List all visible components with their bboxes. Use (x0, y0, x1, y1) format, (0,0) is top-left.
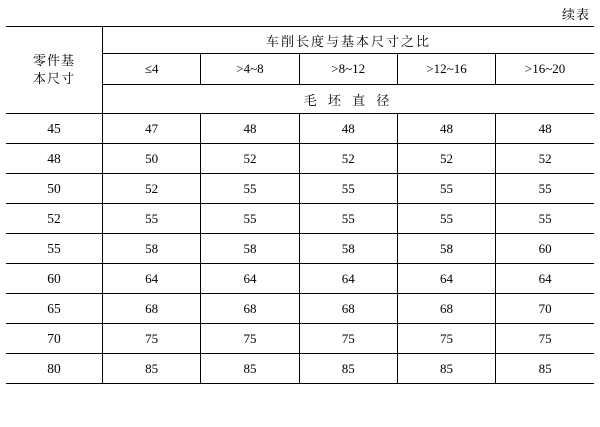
base-size-cell: 70 (6, 324, 103, 354)
base-size-cell: 60 (6, 264, 103, 294)
value-cell: 60 (496, 234, 594, 264)
table-row (6, 114, 594, 144)
value-cell: 55 (299, 204, 397, 234)
table-row (6, 204, 594, 234)
corner-header-cell (6, 27, 103, 114)
table-row (6, 234, 594, 264)
continued-table-label: 续表 (561, 7, 590, 22)
base-size-cell: 48 (6, 144, 103, 174)
value-cell: 85 (496, 354, 594, 384)
value-cell: 55 (201, 174, 299, 204)
value-cell: 52 (201, 144, 299, 174)
value-cell: 52 (397, 144, 495, 174)
table-header-row-group (6, 27, 594, 54)
value-cell: 85 (201, 354, 299, 384)
ratio-header-3: >8~12 (299, 54, 397, 85)
value-cell: 75 (496, 324, 594, 354)
value-cell: 58 (103, 234, 201, 264)
value-cell: 52 (299, 144, 397, 174)
value-cell: 68 (201, 294, 299, 324)
value-cell: 48 (397, 114, 495, 144)
value-cell: 55 (397, 204, 495, 234)
value-cell: 85 (397, 354, 495, 384)
table-row (6, 144, 594, 174)
value-cell: 55 (201, 204, 299, 234)
table-row (6, 264, 594, 294)
value-cell: 48 (201, 114, 299, 144)
group-header-cell: 车削长度与基本尺寸之比 (103, 27, 595, 54)
ratio-header-1: ≤4 (103, 54, 201, 85)
ratio-header-2: >4~8 (201, 54, 299, 85)
value-cell: 55 (299, 174, 397, 204)
ratio-header-5: >16~20 (496, 54, 594, 85)
value-cell: 47 (103, 114, 201, 144)
value-cell: 52 (103, 174, 201, 204)
specification-table (6, 26, 594, 384)
table-row (6, 354, 594, 384)
value-cell: 52 (496, 144, 594, 174)
table-row (6, 294, 594, 324)
value-cell: 64 (201, 264, 299, 294)
value-cell: 58 (397, 234, 495, 264)
value-cell: 50 (103, 144, 201, 174)
value-cell: 64 (496, 264, 594, 294)
value-cell: 48 (496, 114, 594, 144)
value-cell: 68 (397, 294, 495, 324)
value-cell: 55 (496, 174, 594, 204)
base-size-cell: 45 (6, 114, 103, 144)
value-cell: 68 (299, 294, 397, 324)
value-cell: 48 (299, 114, 397, 144)
value-cell: 64 (103, 264, 201, 294)
base-size-cell: 55 (6, 234, 103, 264)
table-body (6, 27, 594, 384)
base-size-cell: 52 (6, 204, 103, 234)
value-cell: 75 (103, 324, 201, 354)
value-cell: 64 (397, 264, 495, 294)
value-cell: 75 (397, 324, 495, 354)
value-cell: 64 (299, 264, 397, 294)
value-cell: 58 (201, 234, 299, 264)
value-cell: 55 (397, 174, 495, 204)
value-cell: 68 (103, 294, 201, 324)
value-cell: 75 (299, 324, 397, 354)
table-row (6, 174, 594, 204)
base-size-cell: 50 (6, 174, 103, 204)
ratio-header-4: >12~16 (397, 54, 495, 85)
table-row (6, 324, 594, 354)
base-size-cell: 65 (6, 294, 103, 324)
value-cell: 70 (496, 294, 594, 324)
value-cell: 58 (299, 234, 397, 264)
corner-header-line1: 零件基 (32, 53, 75, 69)
value-cell: 85 (103, 354, 201, 384)
value-cell: 55 (103, 204, 201, 234)
value-cell: 85 (299, 354, 397, 384)
value-cell: 55 (496, 204, 594, 234)
diameter-header-cell: 毛 坯 直 径 (103, 85, 595, 114)
base-size-cell: 80 (6, 354, 103, 384)
corner-header-line2: 本尺寸 (32, 71, 75, 86)
value-cell: 75 (201, 324, 299, 354)
